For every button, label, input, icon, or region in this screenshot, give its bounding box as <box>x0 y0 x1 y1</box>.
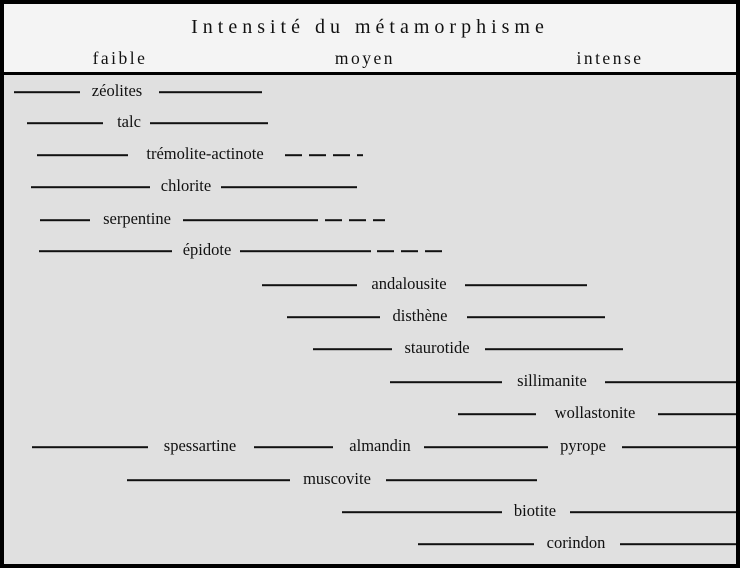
range-line-chlorite <box>31 186 150 188</box>
range-line-grenats <box>424 446 548 448</box>
range-line-epidote-dashed <box>377 250 443 252</box>
range-line-zeolites <box>14 91 80 93</box>
range-line-biotite <box>342 511 502 513</box>
mineral-label-talc: talc <box>117 111 141 131</box>
column-label-faible: faible <box>92 48 148 68</box>
mineral-label-andalousite: andalousite <box>371 273 447 293</box>
mineral-label-serpentine: serpentine <box>103 208 171 228</box>
mineral-label-grenats: almandin <box>349 435 411 455</box>
mineral-label-tremolite-actinote: trémolite-actinote <box>146 143 264 163</box>
range-line-corindon <box>620 543 736 545</box>
range-line-wollastonite <box>658 413 736 415</box>
diagram-header <box>4 4 736 75</box>
range-line-tremolite-actinote-dashed <box>285 154 363 156</box>
mineral-label-epidote: épidote <box>182 239 232 259</box>
range-line-sillimanite <box>605 381 736 383</box>
diagram-title: Intensité du métamorphisme <box>191 16 549 38</box>
range-line-tremolite-actinote <box>37 154 128 156</box>
mineral-label-biotite: biotite <box>513 500 557 520</box>
column-label-intense: intense <box>576 48 644 68</box>
range-line-serpentine-dashed <box>325 219 385 221</box>
mineral-label-corindon: corindon <box>546 532 606 552</box>
mineral-label-staurotide: staurotide <box>404 337 470 357</box>
mineral-label-disthene: disthène <box>392 305 448 325</box>
range-line-epidote <box>39 250 172 252</box>
range-line-talc <box>150 122 268 124</box>
range-line-disthene <box>467 316 605 318</box>
range-line-wollastonite <box>458 413 536 415</box>
range-line-muscovite <box>386 479 537 481</box>
range-line-epidote <box>240 250 371 252</box>
range-line-staurotide <box>485 348 623 350</box>
range-line-grenats <box>254 446 333 448</box>
mineral-label-grenats: spessartine <box>163 435 237 455</box>
mineral-label-grenats: pyrope <box>560 435 606 455</box>
range-line-biotite <box>570 511 736 513</box>
mineral-label-chlorite: chlorite <box>160 175 212 195</box>
range-line-disthene <box>287 316 380 318</box>
mineral-label-muscovite: muscovite <box>303 468 371 488</box>
range-line-andalousite <box>465 284 587 286</box>
mineral-label-sillimanite: sillimanite <box>517 370 587 390</box>
range-line-serpentine <box>183 219 318 221</box>
mineral-ranges-area <box>4 75 736 564</box>
mineral-label-wollastonite: wollastonite <box>554 402 636 422</box>
range-line-zeolites <box>159 91 262 93</box>
range-line-grenats <box>32 446 148 448</box>
range-line-talc <box>27 122 103 124</box>
range-line-chlorite <box>221 186 357 188</box>
range-line-staurotide <box>313 348 392 350</box>
range-line-muscovite <box>127 479 290 481</box>
range-line-serpentine <box>40 219 90 221</box>
column-label-moyen: moyen <box>334 48 396 68</box>
range-line-sillimanite <box>390 381 502 383</box>
range-line-corindon <box>418 543 534 545</box>
range-line-grenats <box>622 446 736 448</box>
mineral-label-zeolites: zéolites <box>91 80 143 100</box>
range-line-andalousite <box>262 284 357 286</box>
